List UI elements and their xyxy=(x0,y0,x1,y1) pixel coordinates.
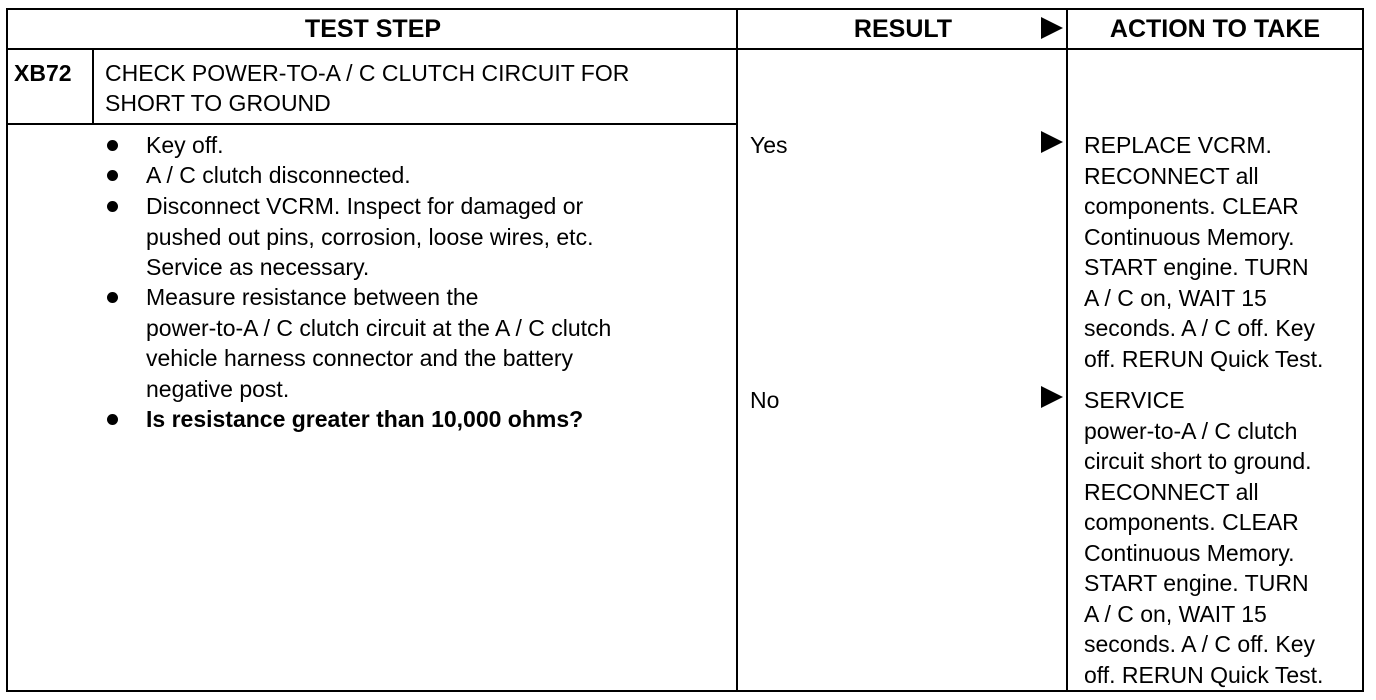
action-yes-line-1: REPLACE VCRM. xyxy=(1084,132,1272,158)
action-yes-line-3: components. CLEAR xyxy=(1084,193,1299,219)
action-no xyxy=(1084,385,1323,690)
divider-result-action xyxy=(1066,10,1068,690)
action-no-line-6: Continuous Memory. xyxy=(1084,539,1295,566)
action-no-line-10: off. RERUN Quick Test. xyxy=(1084,661,1324,688)
action-no-line-3: circuit short to ground. xyxy=(1084,448,1312,474)
header-result-label: RESULT xyxy=(853,14,953,43)
action-yes-line-6: A / C on, WAIT 15 xyxy=(1084,284,1267,311)
bullet-item-1 xyxy=(146,130,224,161)
yes-arrow-icon xyxy=(1041,131,1063,153)
action-yes-line-2: RECONNECT all xyxy=(1084,162,1259,189)
action-no-line-4: RECONNECT all xyxy=(1084,478,1259,505)
header-action-label: ACTION TO TAKE xyxy=(1109,14,1321,43)
header-action xyxy=(1068,10,1362,50)
bullet-2-line-1: A / C clutch disconnected. xyxy=(146,162,411,188)
step-id: XB72 xyxy=(14,60,72,86)
action-no-line-2: power-to-A / C clutch xyxy=(1084,417,1298,444)
action-yes-line-7: seconds. A / C off. Key xyxy=(1084,315,1315,341)
step-title-line-2: SHORT TO GROUND xyxy=(105,90,331,116)
divider-step-result xyxy=(736,10,738,690)
bullet-icon xyxy=(107,201,118,212)
bullet-item-4 xyxy=(146,282,611,404)
test-step-table xyxy=(6,8,1364,692)
action-yes-line-4: Continuous Memory. xyxy=(1084,223,1295,250)
action-yes xyxy=(1084,130,1323,374)
header-test-step-label: TEST STEP xyxy=(304,14,442,43)
bullet-5-line-1: Is resistance greater than 10,000 ohms? xyxy=(146,406,584,432)
bullet-3-line-1: Disconnect VCRM. Inspect for damaged or xyxy=(146,193,584,219)
bullet-icon xyxy=(107,170,118,181)
step-title-bottom-border xyxy=(8,123,736,125)
header-result xyxy=(738,10,1068,50)
bullet-item-5 xyxy=(146,404,583,435)
bullet-3-line-2: pushed out pins, corrosion, loose wires, etc. xyxy=(146,223,594,250)
result-no: No xyxy=(750,387,780,413)
result-yes: Yes xyxy=(750,132,788,158)
bullet-4-line-3: vehicle harness connector and the battery xyxy=(146,345,574,371)
bullet-icon xyxy=(107,414,118,425)
step-id-divider xyxy=(92,48,94,123)
bullet-3-line-3: Service as necessary. xyxy=(146,254,370,280)
action-no-line-1: SERVICE xyxy=(1084,387,1185,413)
bullet-item-3 xyxy=(146,191,593,283)
action-no-line-5: components. CLEAR xyxy=(1084,509,1299,535)
bullet-item-2 xyxy=(146,160,411,191)
action-no-line-7: START engine. TURN xyxy=(1084,570,1309,596)
action-no-line-9: seconds. A / C off. Key xyxy=(1084,631,1315,657)
bullet-icon xyxy=(107,292,118,303)
action-yes-line-8: off. RERUN Quick Test. xyxy=(1084,345,1324,372)
bullet-4-line-4: negative post. xyxy=(146,375,290,402)
bullet-4-line-2: power-to-A / C clutch circuit at the A / C clutch xyxy=(146,314,612,341)
action-yes-line-5: START engine. TURN xyxy=(1084,254,1309,280)
step-title-line-1: CHECK POWER-TO-A / C CLUTCH CIRCUIT FOR xyxy=(105,60,630,86)
header-test-step xyxy=(8,10,738,50)
action-no-line-8: A / C on, WAIT 15 xyxy=(1084,600,1267,627)
bullet-1-line-1: Key off. xyxy=(146,132,224,158)
no-arrow-icon xyxy=(1041,386,1063,408)
header-arrow-icon xyxy=(1041,17,1063,39)
bullet-icon xyxy=(107,140,118,151)
bullet-4-line-1: Measure resistance between the xyxy=(146,284,479,310)
